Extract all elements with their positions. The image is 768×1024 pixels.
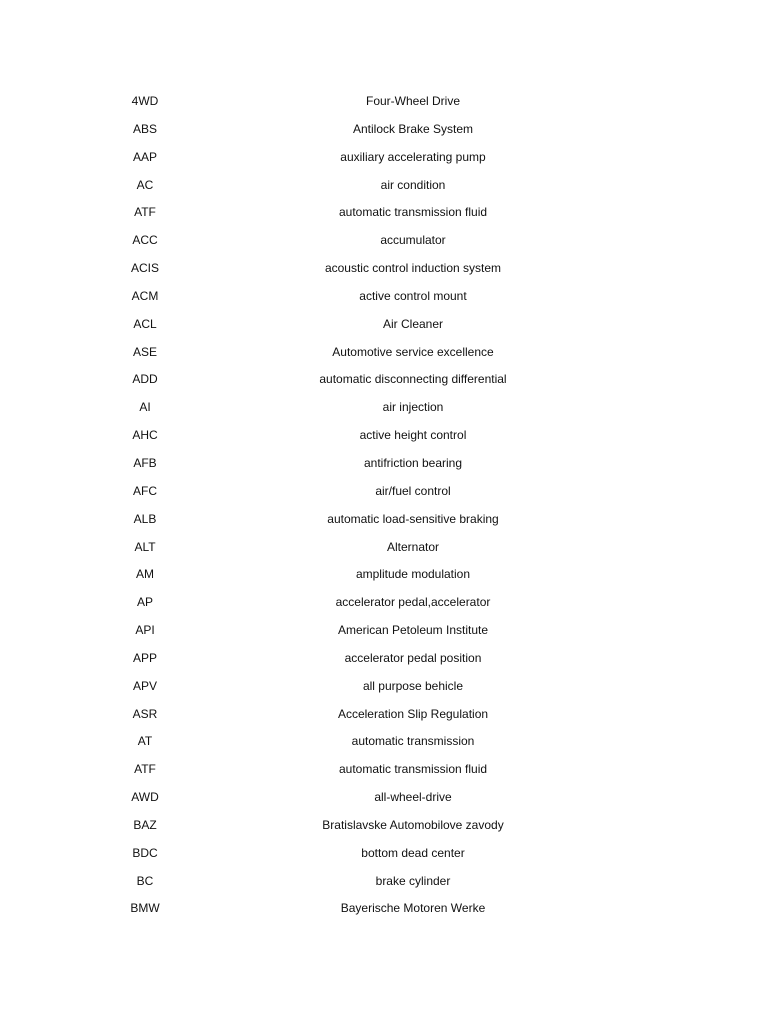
definition: Bratislavske Automobilove zavody [322,817,504,832]
definition: air injection [382,400,444,415]
abbreviation-row [0,839,768,867]
definition: all purpose behicle [362,678,464,693]
abbreviation: ASR [132,706,158,721]
abbreviation-row [0,700,768,728]
abbreviation-list [0,87,768,922]
definition: active control mount [359,288,467,303]
abbreviation-row [0,533,768,561]
definition: bottom dead center [361,845,465,860]
definition: brake cylinder [375,873,451,888]
definition: Air Cleaner [382,316,444,331]
abbreviation: ASE [132,344,157,359]
definition: auxiliary accelerating pump [340,149,486,164]
definition: accumulator [380,233,446,248]
abbreviation-row [0,477,768,505]
abbreviation-row [0,115,768,143]
definition: acoustic control induction system [324,261,502,276]
abbreviation: BDC [132,845,158,860]
definition: Four-Wheel Drive [365,94,461,108]
definition: automatic transmission fluid [338,762,488,777]
definition: automatic transmission fluid [338,205,488,220]
abbreviation-row [0,282,768,310]
definition: Automotive service excellence [332,344,494,359]
abbreviation-row [0,365,768,393]
abbreviation-row [0,560,768,588]
abbreviation: ATF [134,205,156,220]
abbreviation-row [0,644,768,672]
abbreviation: AI [139,400,151,415]
abbreviation: APP [132,650,157,665]
abbreviation: AAP [132,149,157,164]
definition: active height control [359,428,467,443]
definition: accelerator pedal position [344,650,482,665]
abbreviation-row [0,338,768,366]
abbreviation-row [0,867,768,895]
abbreviation-row [0,87,768,115]
abbreviation-row [0,143,768,171]
abbreviation: AWD [131,790,159,805]
abbreviation-row [0,755,768,783]
abbreviation-row [0,672,768,700]
abbreviation: BMW [130,901,160,916]
abbreviation: BAZ [133,817,157,832]
abbreviation-row [0,783,768,811]
abbreviation-row [0,727,768,755]
abbreviation: ACM [131,288,159,303]
abbreviation: ACC [132,233,158,248]
definition: air/fuel control [375,483,451,498]
abbreviation: ACIS [130,261,159,276]
abbreviation-row [0,894,768,922]
abbreviation: ALB [133,511,157,526]
abbreviation: AM [136,567,154,582]
definition: Acceleration Slip Regulation [337,706,489,721]
definition: automatic transmission [351,734,475,749]
definition: American Petoleum Institute [337,623,489,638]
definition: accelerator pedal,accelerator [335,595,491,610]
definition: antifriction bearing [363,455,463,470]
abbreviation: BC [136,873,154,888]
abbreviation: APV [132,678,157,693]
abbreviation-row [0,588,768,616]
definition: Alternator [386,539,440,554]
abbreviation: AP [136,595,153,610]
abbreviation: ALT [134,539,156,554]
definition: automatic load-sensitive braking [327,511,499,526]
abbreviation-row [0,226,768,254]
abbreviation: ACL [133,316,157,331]
abbreviation: ATF [134,762,156,777]
abbreviation-row [0,505,768,533]
abbreviation: ABS [132,121,157,136]
abbreviation: AFB [133,455,157,470]
abbreviation-row [0,254,768,282]
abbreviation-row [0,393,768,421]
definition: automatic disconnecting differential [319,372,507,387]
abbreviation: AFC [133,483,157,498]
abbreviation: AT [137,734,153,749]
abbreviation: AC [136,177,154,192]
abbreviation: ADD [132,372,158,387]
abbreviation-row [0,198,768,226]
abbreviation-row [0,811,768,839]
abbreviation-row [0,616,768,644]
definition: Antilock Brake System [352,121,474,136]
abbreviation-row [0,449,768,477]
abbreviation: API [135,623,155,638]
abbreviation-row [0,421,768,449]
definition: air condition [380,177,446,192]
definition: all-wheel-drive [374,790,452,805]
abbreviation: 4WD [131,94,159,108]
definition: amplitude modulation [355,567,471,582]
abbreviation-row [0,171,768,199]
abbreviation: AHC [132,428,158,443]
abbreviation-row [0,310,768,338]
definition: Bayerische Motoren Werke [340,901,486,916]
